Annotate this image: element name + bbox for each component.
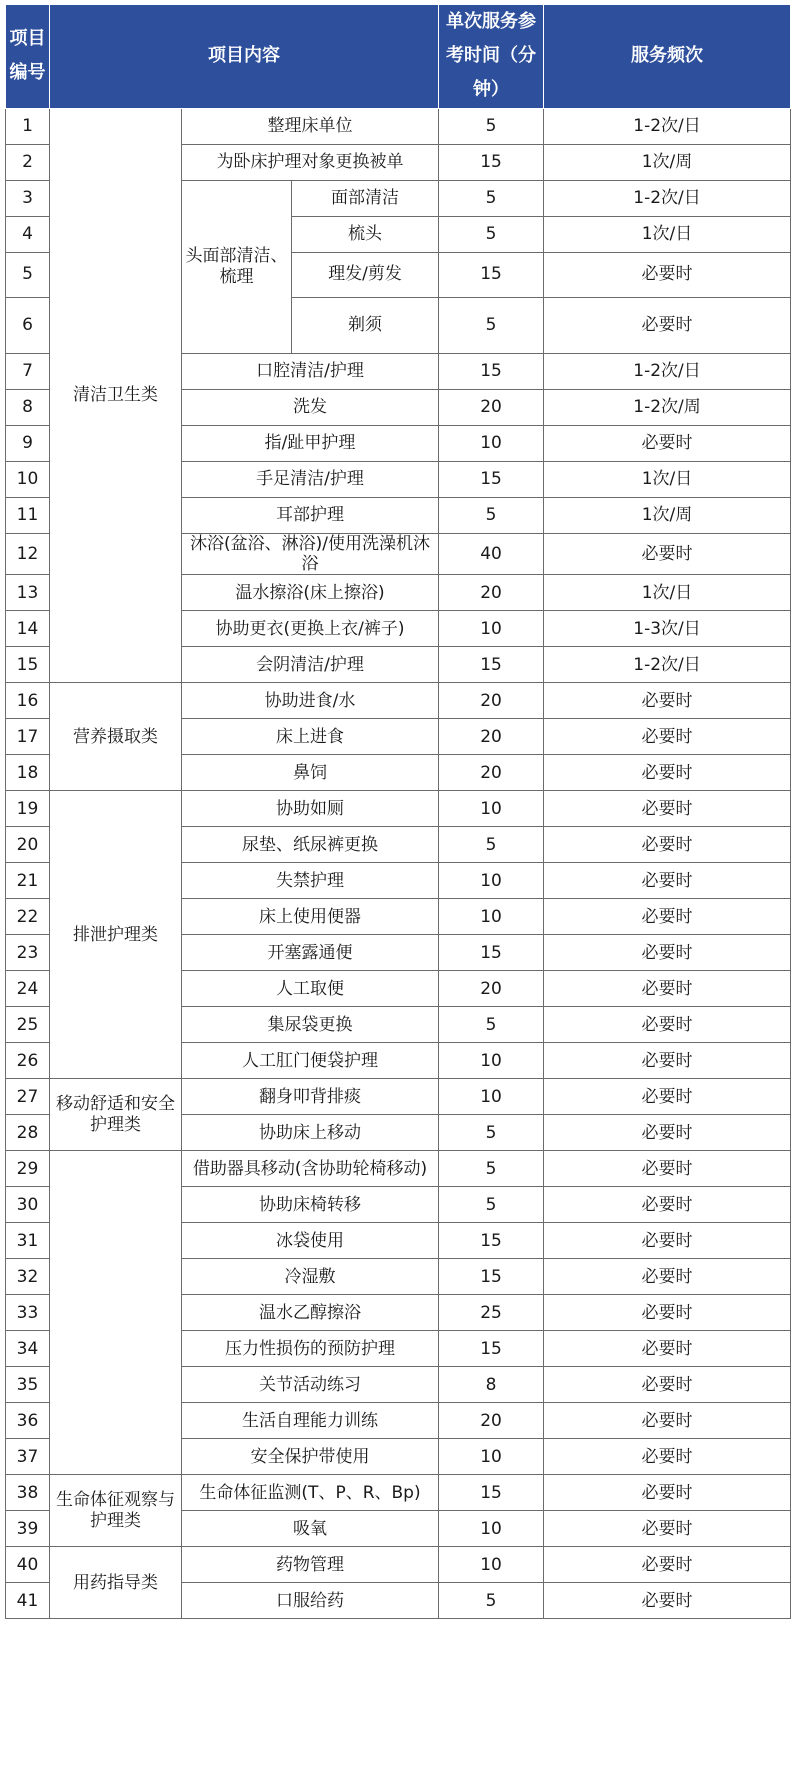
item-number: 25 [6,1007,50,1043]
item-number: 3 [6,180,50,216]
item-number: 11 [6,497,50,533]
service-frequency: 1次/日 [544,461,791,497]
item-content: 尿垫、纸尿裤更换 [182,827,439,863]
item-number: 24 [6,971,50,1007]
item-number: 14 [6,611,50,647]
item-content: 生命体征监测(T、P、R、Bp) [182,1475,439,1511]
item-content: 鼻饲 [182,755,439,791]
service-frequency: 必要时 [544,899,791,935]
item-content: 沐浴(盆浴、淋浴)/使用洗澡机沐浴 [182,533,439,575]
header-item-number: 项目编号 [6,5,50,109]
item-number: 23 [6,935,50,971]
reference-time: 15 [439,1259,544,1295]
item-content: 协助更衣(更换上衣/裤子) [182,611,439,647]
item-number: 18 [6,755,50,791]
service-frequency: 1-3次/日 [544,611,791,647]
item-number: 31 [6,1223,50,1259]
service-frequency: 1-2次/日 [544,180,791,216]
item-number: 17 [6,719,50,755]
item-content: 开塞露通便 [182,935,439,971]
item-number: 7 [6,353,50,389]
reference-time: 15 [439,1223,544,1259]
service-frequency: 必要时 [544,1079,791,1115]
item-content: 失禁护理 [182,863,439,899]
header-item-content: 项目内容 [50,5,439,109]
item-content: 床上进食 [182,719,439,755]
reference-time: 10 [439,1043,544,1079]
item-number: 35 [6,1367,50,1403]
reference-time: 10 [439,1511,544,1547]
item-number: 12 [6,533,50,575]
reference-time: 20 [439,683,544,719]
reference-time: 10 [439,425,544,461]
item-content: 药物管理 [182,1547,439,1583]
item-number: 16 [6,683,50,719]
item-content: 集尿袋更换 [182,1007,439,1043]
service-frequency: 必要时 [544,252,791,297]
reference-time: 15 [439,1331,544,1367]
item-content: 借助器具移动(含协助轮椅移动) [182,1151,439,1187]
item-number: 38 [6,1475,50,1511]
item-number: 13 [6,575,50,611]
reference-time: 15 [439,144,544,180]
item-content: 温水乙醇擦浴 [182,1295,439,1331]
category-cleaning: 清洁卫生类 [50,108,182,683]
reference-time: 15 [439,935,544,971]
reference-time: 20 [439,1403,544,1439]
reference-time: 10 [439,1547,544,1583]
item-number: 26 [6,1043,50,1079]
item-number: 2 [6,144,50,180]
category-nutrition: 营养摄取类 [50,683,182,791]
service-frequency: 必要时 [544,1007,791,1043]
service-frequency: 1次/周 [544,497,791,533]
item-content: 生活自理能力训练 [182,1403,439,1439]
item-content: 冰袋使用 [182,1223,439,1259]
service-frequency: 必要时 [544,1259,791,1295]
service-frequency: 必要时 [544,755,791,791]
reference-time: 5 [439,1007,544,1043]
item-number: 41 [6,1583,50,1619]
reference-time: 15 [439,252,544,297]
service-frequency: 1-2次/日 [544,108,791,144]
item-number: 20 [6,827,50,863]
item-content: 人工取便 [182,971,439,1007]
reference-time: 15 [439,647,544,683]
item-number: 40 [6,1547,50,1583]
service-frequency: 1次/周 [544,144,791,180]
service-frequency: 1次/日 [544,575,791,611]
item-number: 19 [6,791,50,827]
service-frequency: 必要时 [544,1115,791,1151]
reference-time: 15 [439,1475,544,1511]
service-frequency: 必要时 [544,863,791,899]
reference-time: 20 [439,971,544,1007]
table-row [6,683,791,719]
table-body [6,108,791,1619]
service-frequency: 必要时 [544,1223,791,1259]
item-number: 22 [6,899,50,935]
item-number: 9 [6,425,50,461]
service-frequency: 必要时 [544,1295,791,1331]
item-content: 安全保护带使用 [182,1439,439,1475]
item-content: 协助如厕 [182,791,439,827]
category-blank [50,1151,182,1475]
service-frequency: 必要时 [544,791,791,827]
item-content: 冷湿敷 [182,1259,439,1295]
subgroup-head-face: 头面部清洁、梳理 [182,180,292,353]
service-frequency: 必要时 [544,1331,791,1367]
reference-time: 20 [439,719,544,755]
service-frequency: 必要时 [544,533,791,575]
reference-time: 15 [439,461,544,497]
reference-time: 10 [439,863,544,899]
reference-time: 10 [439,1079,544,1115]
reference-time: 20 [439,389,544,425]
item-content: 口腔清洁/护理 [182,353,439,389]
service-frequency: 1次/日 [544,216,791,252]
item-number: 28 [6,1115,50,1151]
item-number: 30 [6,1187,50,1223]
reference-time: 20 [439,755,544,791]
reference-time: 25 [439,1295,544,1331]
service-frequency: 必要时 [544,1583,791,1619]
reference-time: 10 [439,1439,544,1475]
service-frequency: 1-2次/日 [544,353,791,389]
reference-time: 5 [439,297,544,353]
item-content: 翻身叩背排痰 [182,1079,439,1115]
item-content: 剃须 [292,297,439,353]
reference-time: 5 [439,1187,544,1223]
item-content: 压力性损伤的预防护理 [182,1331,439,1367]
item-number: 27 [6,1079,50,1115]
service-frequency: 必要时 [544,1547,791,1583]
item-number: 29 [6,1151,50,1187]
table-row [6,791,791,827]
item-number: 34 [6,1331,50,1367]
reference-time: 8 [439,1367,544,1403]
item-content: 会阴清洁/护理 [182,647,439,683]
item-content: 整理床单位 [182,108,439,144]
service-table [5,4,791,1619]
item-content: 理发/剪发 [292,252,439,297]
reference-time: 20 [439,575,544,611]
reference-time: 5 [439,216,544,252]
table-row [6,1151,791,1187]
item-number: 21 [6,863,50,899]
service-frequency: 必要时 [544,1511,791,1547]
item-content: 温水擦浴(床上擦浴) [182,575,439,611]
category-mobility: 移动舒适和安全护理类 [50,1079,182,1151]
service-frequency: 必要时 [544,1403,791,1439]
service-frequency: 必要时 [544,1151,791,1187]
item-content: 口服给药 [182,1583,439,1619]
item-content: 面部清洁 [292,180,439,216]
category-excretion: 排泄护理类 [50,791,182,1079]
table-row [6,1547,791,1583]
service-frequency: 必要时 [544,425,791,461]
item-content: 协助床上移动 [182,1115,439,1151]
service-frequency: 1-2次/日 [544,647,791,683]
reference-time: 5 [439,497,544,533]
service-frequency: 必要时 [544,719,791,755]
reference-time: 5 [439,827,544,863]
item-content: 手足清洁/护理 [182,461,439,497]
item-number: 39 [6,1511,50,1547]
service-frequency: 必要时 [544,1187,791,1223]
service-frequency: 必要时 [544,1475,791,1511]
item-number: 5 [6,252,50,297]
item-number: 36 [6,1403,50,1439]
service-frequency: 必要时 [544,1367,791,1403]
item-number: 8 [6,389,50,425]
item-content: 床上使用便器 [182,899,439,935]
item-content: 洗发 [182,389,439,425]
reference-time: 5 [439,108,544,144]
item-content: 关节活动练习 [182,1367,439,1403]
reference-time: 40 [439,533,544,575]
header-frequency: 服务频次 [544,5,791,109]
service-frequency: 必要时 [544,1043,791,1079]
item-number: 1 [6,108,50,144]
item-content: 人工肛门便袋护理 [182,1043,439,1079]
service-frequency: 必要时 [544,971,791,1007]
service-frequency: 1-2次/周 [544,389,791,425]
service-frequency: 必要时 [544,683,791,719]
item-content: 协助进食/水 [182,683,439,719]
reference-time: 15 [439,353,544,389]
item-content: 耳部护理 [182,497,439,533]
reference-time: 10 [439,611,544,647]
item-number: 32 [6,1259,50,1295]
item-number: 10 [6,461,50,497]
table-row [6,1079,791,1115]
item-number: 4 [6,216,50,252]
service-frequency: 必要时 [544,297,791,353]
category-vital-signs: 生命体征观察与护理类 [50,1475,182,1547]
item-number: 33 [6,1295,50,1331]
reference-time: 5 [439,1115,544,1151]
reference-time: 5 [439,1151,544,1187]
table-row [6,108,791,144]
table-row [6,1475,791,1511]
item-content: 为卧床护理对象更换被单 [182,144,439,180]
item-content: 协助床椅转移 [182,1187,439,1223]
service-frequency: 必要时 [544,935,791,971]
service-frequency: 必要时 [544,1439,791,1475]
item-number: 6 [6,297,50,353]
item-number: 15 [6,647,50,683]
reference-time: 5 [439,180,544,216]
item-number: 37 [6,1439,50,1475]
item-content: 梳头 [292,216,439,252]
item-content: 指/趾甲护理 [182,425,439,461]
service-frequency: 必要时 [544,827,791,863]
header-reference-time: 单次服务参考时间（分钟） [439,5,544,109]
reference-time: 10 [439,899,544,935]
category-medication: 用药指导类 [50,1547,182,1619]
reference-time: 5 [439,1583,544,1619]
reference-time: 10 [439,791,544,827]
item-content: 吸氧 [182,1511,439,1547]
